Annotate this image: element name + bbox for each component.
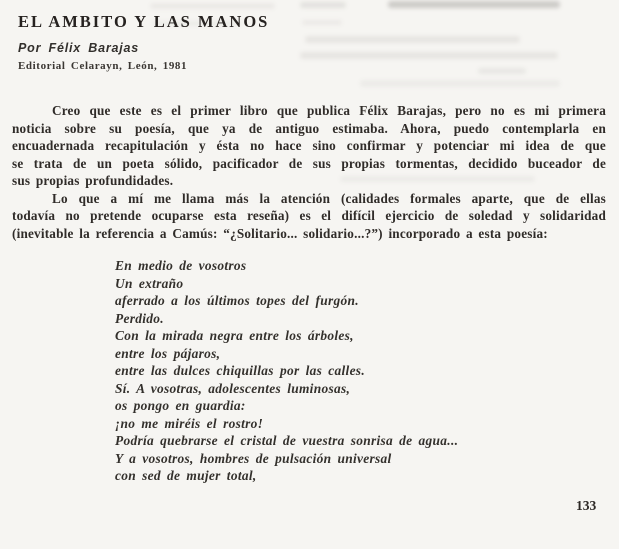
poem-line: En medio de vosotros — [115, 258, 247, 273]
poem-line: Un extraño — [115, 275, 184, 291]
poem-line: Con la mirada negra entre los árboles, — [115, 328, 354, 343]
review-line: noticia sobre su poesía, que ya de antiguo estimaba. Ahora, puedo contemplarla en — [12, 120, 606, 136]
poem-line: Y a vosotros, hombres de pulsación universal — [115, 450, 392, 466]
poem-line: Podría quebrarse el cristal de vuestra sonrisa de agua... — [115, 433, 459, 448]
review-line: se trata de un poeta sólido, pacificador de sus propias tormentas, decidido buceador de — [12, 155, 606, 171]
poem-line: entre los pájaros, — [115, 345, 221, 361]
review-line: todavía no pretende ocuparse esta reseña) es el difícil ejercicio de soledad y solidaridad — [12, 208, 606, 223]
bleedthrough-smudge — [302, 20, 342, 25]
bleedthrough-smudge — [360, 80, 560, 87]
review-line: encuadernada recapitulación y ésta no hace sino confirmar y potenciar mi idea de que — [12, 138, 606, 153]
poem-line: ¡no me miréis el rostro! — [115, 415, 264, 431]
review-line: Creo que este es el primer libro que publica Félix Barajas, pero no es mi primera — [52, 103, 606, 118]
page-number: 133 — [576, 498, 597, 513]
poem-line: Sí. A vosotras, adolescentes luminosas, — [115, 380, 351, 396]
poem-block — [115, 257, 458, 485]
bleedthrough-smudge — [478, 68, 526, 74]
review-paragraph-1 — [12, 102, 606, 190]
poem-line: Perdido. — [115, 310, 164, 326]
imprint: Editorial Celarayn, León, 1981 — [18, 60, 188, 72]
bleedthrough-smudge — [300, 2, 346, 8]
bleedthrough-smudge — [305, 36, 520, 43]
poem-line: os pongo en guardia: — [115, 398, 246, 413]
review-paragraph-2 — [12, 190, 606, 243]
review-line: Lo que a mí me llama más la atención (calidades formales aparte, que de ellas — [52, 190, 606, 206]
bleedthrough-smudge — [300, 52, 558, 59]
poem-line: con sed de mujer total, — [115, 468, 257, 483]
review-line: (inevitable la referencia a Camús: “¿Solitario... solidario...?”) incorporado a esta poesía: — [12, 225, 548, 241]
article-title: EL AMBITO Y LAS MANOS — [18, 12, 270, 31]
review-body — [12, 102, 606, 242]
bleedthrough-smudge — [150, 3, 275, 9]
byline: Por Félix Barajas — [18, 41, 140, 55]
poem-line: entre las dulces chiquillas por las calles. — [115, 363, 365, 378]
bleedthrough-smudge — [388, 1, 560, 8]
review-line: sus propias profundidades. — [12, 173, 174, 188]
poem-line: aferrado a los últimos topes del furgón. — [115, 293, 359, 308]
